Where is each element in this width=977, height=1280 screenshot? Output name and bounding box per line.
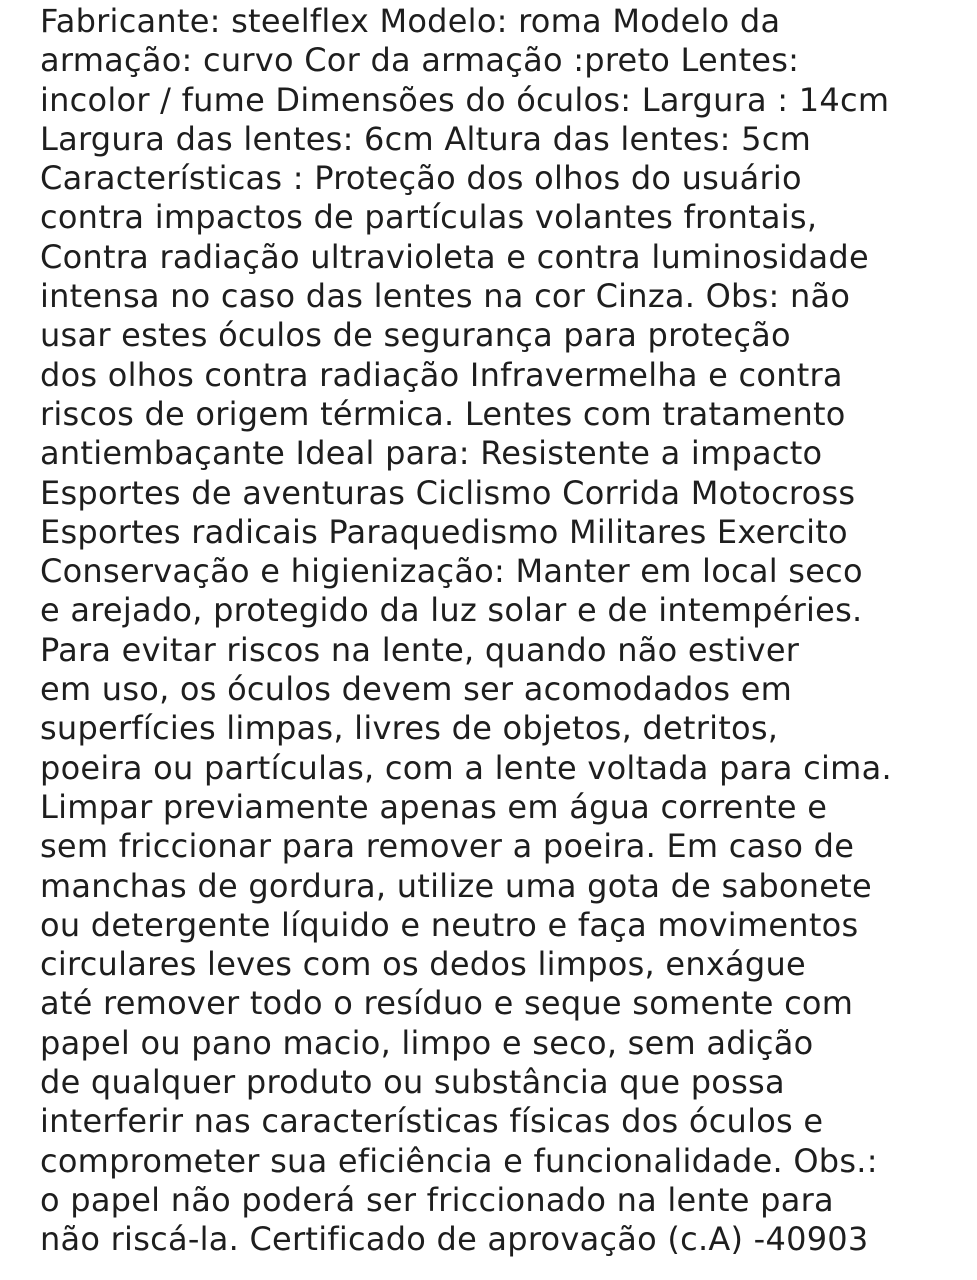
text-line: Esportes de aventuras Ciclismo Corrida Motocross xyxy=(40,473,856,512)
text-line: interferir nas características físicas dos óculos e xyxy=(40,1102,824,1141)
text-line: Fabricante: steelflex Modelo: roma Modelo da xyxy=(40,2,781,40)
text-line: comprometer sua eficiência e funcionalidade. Obs.: xyxy=(40,1141,878,1180)
text-line: ou detergente líquido e neutro e faça movimentos xyxy=(40,905,859,944)
text-line: sem friccionar para remover a poeira. Em caso de xyxy=(40,827,855,866)
text-line: manchas de gordura, utilize uma gota de sabonete xyxy=(40,866,872,905)
text-line: armação: curvo Cor da armação :preto Lentes: xyxy=(40,41,800,80)
text-line: superfícies limpas, livres de objetos, detritos, xyxy=(40,709,779,748)
text-line: e arejado, protegido da luz solar e de intempéries. xyxy=(40,591,863,630)
text-line: usar estes óculos de segurança para proteção xyxy=(40,316,791,355)
text-line: o papel não poderá ser friccionado na lente para xyxy=(40,1180,834,1219)
text-line: até remover todo o resíduo e seque somente com xyxy=(40,984,854,1023)
text-line: de qualquer produto ou substância que possa xyxy=(40,1063,785,1102)
text-line: dos olhos contra radiação Infravermelha e contra xyxy=(40,355,843,394)
text-line: circulares leves com os dedos limpos, enxágue xyxy=(40,945,806,984)
text-line: Contra radiação ultravioleta e contra luminosidade xyxy=(40,237,869,276)
text-line: Esportes radicais Paraquedismo Militares Exercito xyxy=(40,512,848,551)
text-line: antiembaçante Ideal para: Resistente a impacto xyxy=(40,434,823,473)
text-line: em uso, os óculos devem ser acomodados em xyxy=(40,670,793,709)
text-line: contra impactos de partículas volantes frontais, xyxy=(40,198,818,237)
text-line: riscos de origem térmica. Lentes com tratamento xyxy=(40,394,846,433)
text-line: Para evitar riscos na lente, quando não estiver xyxy=(40,630,800,669)
text-line: incolor / fume Dimensões do óculos: Largura : 14cm xyxy=(40,80,890,119)
text-line: Largura das lentes: 6cm Altura das lentes: 5cm xyxy=(40,119,811,158)
text-line: Limpar previamente apenas em água corrente e xyxy=(40,787,828,826)
product-description xyxy=(40,2,970,1260)
text-line: papel ou pano macio, limpo e seco, sem adição xyxy=(40,1023,814,1062)
text-line: não riscá-la. Certificado de aprovação (c.A) -40903 xyxy=(40,1220,869,1259)
text-line: poeira ou partículas, com a lente voltada para cima. xyxy=(40,748,892,787)
text-line: Conservação e higienização: Manter em local seco xyxy=(40,552,863,591)
text-line: Características : Proteção dos olhos do usuário xyxy=(40,159,802,198)
text-line: intensa no caso das lentes na cor Cinza. Obs: não xyxy=(40,277,851,316)
